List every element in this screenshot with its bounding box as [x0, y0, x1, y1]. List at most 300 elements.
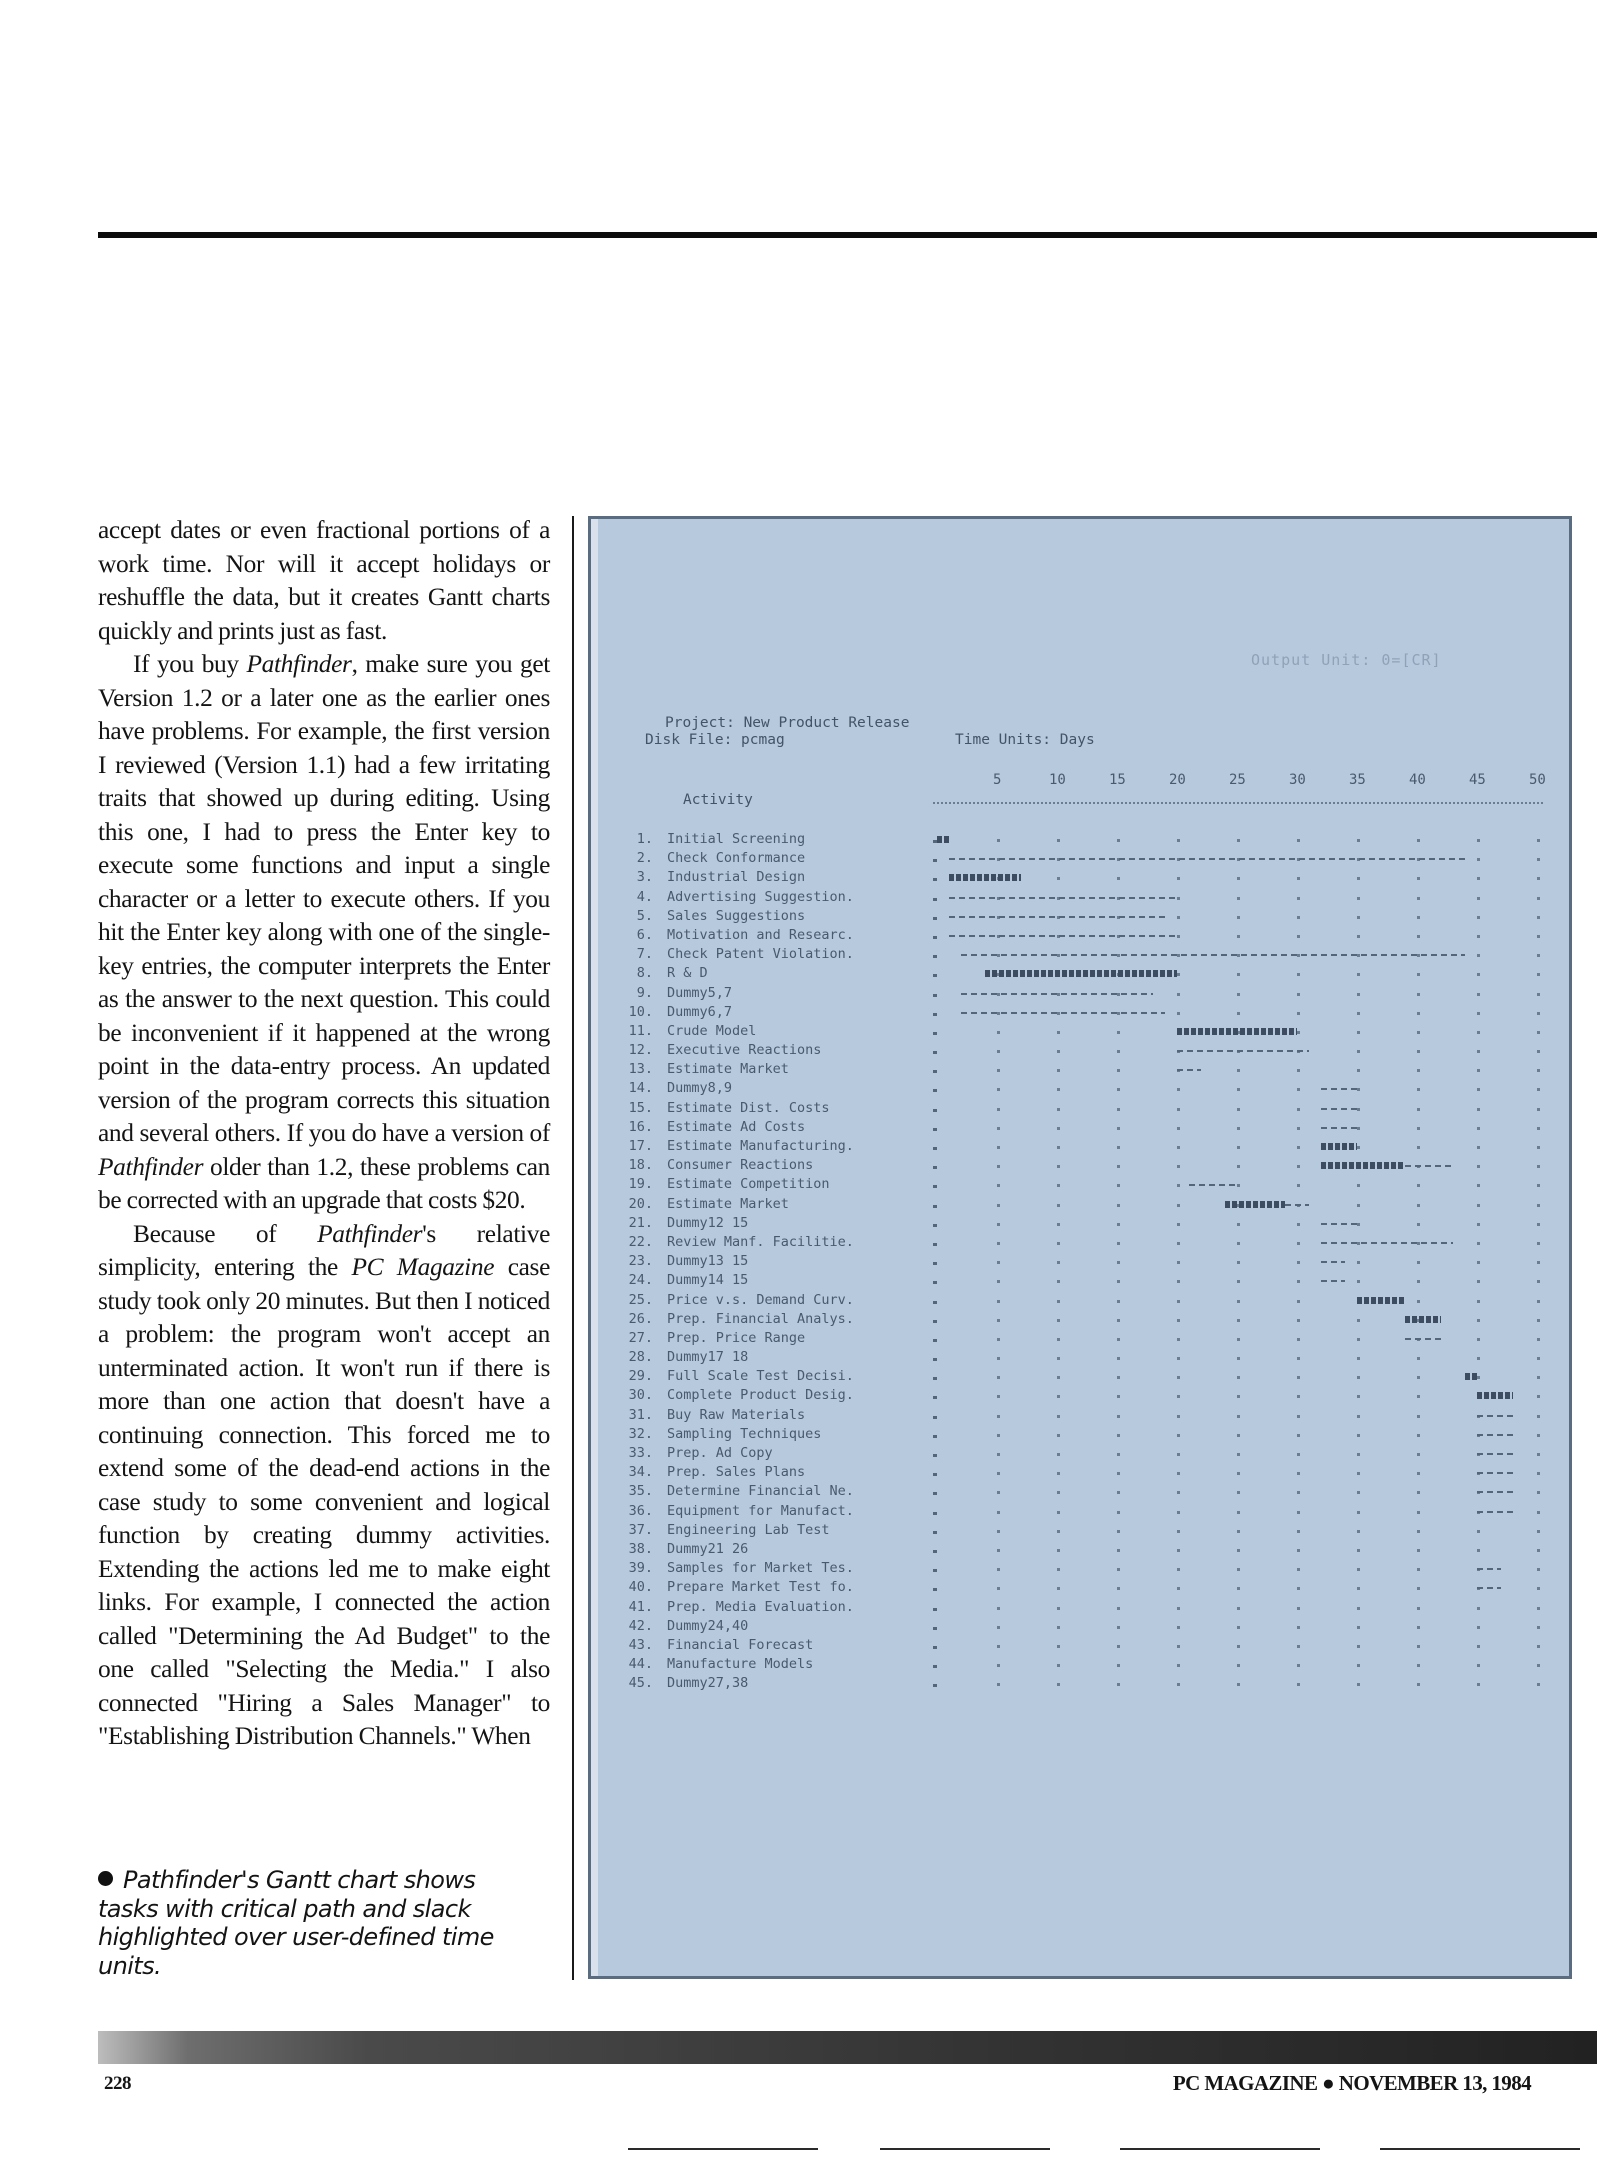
activity-number: 36.	[628, 1502, 653, 1519]
grid-dot	[1357, 1184, 1360, 1187]
grid-dot	[997, 1645, 1000, 1648]
figure-caption	[98, 1866, 538, 1980]
grid-dot	[1297, 1127, 1300, 1130]
grid-dot	[1297, 1472, 1300, 1475]
grid-dot	[997, 1530, 1000, 1533]
grid-dot	[1537, 1050, 1540, 1053]
critical-path-bar	[1321, 1143, 1357, 1150]
grid-dot	[1237, 1549, 1240, 1552]
activity-number: 18.	[628, 1157, 653, 1174]
grid-dot	[997, 1434, 1000, 1437]
critical-path-bar	[985, 970, 1177, 977]
activity-number: 33.	[628, 1445, 653, 1461]
slack-bar	[1477, 1587, 1501, 1589]
slack-bar	[1285, 1204, 1309, 1206]
grid-dot	[1177, 1223, 1180, 1226]
grid-dot	[1297, 1645, 1300, 1648]
grid-dot	[1297, 839, 1300, 842]
grid-dot	[1417, 877, 1420, 880]
grid-dot	[1537, 1012, 1540, 1015]
grid-dot	[1357, 1395, 1360, 1398]
grid-dot	[1057, 1261, 1060, 1264]
grid-dot	[997, 1088, 1000, 1091]
grid-dot	[997, 1127, 1000, 1130]
activity-leader-dot	[933, 1550, 937, 1553]
grid-dot	[1537, 935, 1540, 938]
grid-dot	[1357, 1568, 1360, 1571]
scale-dot-line	[933, 802, 1543, 804]
grid-dot	[1357, 1146, 1360, 1149]
activity-leader-dot	[933, 994, 937, 997]
activity-leader-dot	[933, 1224, 937, 1227]
grid-dot	[1297, 1223, 1300, 1226]
grid-dot	[997, 1376, 1000, 1379]
activity-leader-dot	[933, 1646, 937, 1649]
activity-name: Motivation and Researc.	[667, 926, 854, 943]
activity-leader-dot	[933, 1281, 937, 1284]
activity-leader-dot	[933, 1301, 937, 1304]
grid-dot	[997, 1069, 1000, 1072]
grid-dot	[1297, 877, 1300, 880]
grid-dot	[997, 1491, 1000, 1494]
grid-dot	[1357, 1223, 1360, 1226]
grid-dot	[1177, 1549, 1180, 1552]
activity-leader-dot	[933, 1492, 937, 1495]
slack-bar	[1177, 1050, 1309, 1052]
top-rule	[98, 232, 1597, 238]
grid-dot	[1537, 1165, 1540, 1168]
grid-dot	[1297, 1184, 1300, 1187]
critical-path-bar	[1477, 1392, 1513, 1399]
grid-dot	[1177, 1645, 1180, 1648]
grid-dot	[1537, 1645, 1540, 1648]
grid-dot	[1117, 1204, 1120, 1207]
grid-dot	[1537, 858, 1540, 861]
grid-dot	[997, 1511, 1000, 1514]
activity-row	[591, 1540, 1569, 1559]
grid-dot	[1057, 1530, 1060, 1533]
grid-dot	[1357, 1050, 1360, 1053]
activity-name: Dummy6,7	[667, 1003, 733, 1020]
grid-dot	[997, 1280, 1000, 1283]
activity-leader-dot	[933, 1032, 937, 1035]
grid-dot	[1057, 1204, 1060, 1207]
grid-dot	[1357, 877, 1360, 880]
activity-name: Prep. Ad Copy	[667, 1445, 773, 1461]
scan-artifact	[628, 2148, 818, 2150]
activity-row	[591, 1060, 1569, 1079]
grid-dot	[1237, 1683, 1240, 1686]
activity-name: Crude Model	[667, 1022, 757, 1039]
slack-bar	[961, 1012, 1165, 1014]
activity-number: 16.	[628, 1118, 653, 1135]
slack-bar	[1405, 1165, 1453, 1167]
grid-dot	[1297, 1242, 1300, 1245]
slack-bar	[1177, 1069, 1201, 1071]
grid-dot	[1177, 1395, 1180, 1398]
grid-dot	[1117, 1434, 1120, 1437]
grid-dot	[1177, 877, 1180, 880]
grid-dot	[1477, 1376, 1480, 1379]
time-scale	[971, 772, 1551, 794]
grid-dot	[1117, 1165, 1120, 1168]
grid-dot	[1417, 1626, 1420, 1629]
grid-dot	[1477, 954, 1480, 957]
column-rule	[572, 516, 574, 1980]
scale-tick: 45	[1469, 772, 1486, 788]
grid-dot	[1237, 1587, 1240, 1590]
grid-dot	[1117, 1472, 1120, 1475]
grid-dot	[1417, 1031, 1420, 1034]
slack-bar	[1321, 1088, 1357, 1090]
activity-number: 14.	[628, 1080, 653, 1097]
grid-dot	[997, 839, 1000, 842]
grid-dot	[1417, 1587, 1420, 1590]
grid-dot	[1537, 1376, 1540, 1379]
grid-dot	[1537, 1300, 1540, 1303]
scale-tick: 50	[1529, 772, 1546, 788]
grid-dot	[1357, 1491, 1360, 1494]
slack-bar	[1477, 1453, 1513, 1455]
grid-dot	[1417, 1415, 1420, 1418]
grid-dot	[1357, 1319, 1360, 1322]
activity-number: 7.	[636, 946, 653, 963]
grid-dot	[1477, 877, 1480, 880]
activity-number: 3.	[636, 869, 653, 886]
activity-leader-dot	[933, 1147, 937, 1150]
grid-dot	[1477, 1146, 1480, 1149]
grid-dot	[1417, 1300, 1420, 1303]
grid-dot	[1477, 1626, 1480, 1629]
grid-dot	[1057, 1376, 1060, 1379]
grid-dot	[1177, 1280, 1180, 1283]
grid-dot	[1417, 1664, 1420, 1667]
grid-dot	[1417, 1645, 1420, 1648]
grid-dot	[1357, 1607, 1360, 1610]
grid-dot	[1237, 973, 1240, 976]
grid-dot	[1117, 1261, 1120, 1264]
grid-dot	[1537, 1472, 1540, 1475]
scan-artifact	[1120, 2148, 1320, 2150]
grid-dot	[1117, 1530, 1120, 1533]
grid-dot	[1417, 1395, 1420, 1398]
activity-number: 40.	[628, 1579, 653, 1596]
grid-dot	[1117, 1184, 1120, 1187]
activity-number: 34.	[628, 1464, 653, 1481]
grid-dot	[1357, 935, 1360, 938]
grid-dot	[1537, 1127, 1540, 1130]
activity-leader-dot	[933, 1320, 937, 1323]
grid-dot	[1237, 1338, 1240, 1341]
activity-row	[591, 1425, 1569, 1444]
grid-dot	[1417, 1012, 1420, 1015]
grid-dot	[1057, 1280, 1060, 1283]
grid-dot	[1357, 1626, 1360, 1629]
slack-bar	[949, 897, 1177, 899]
grid-dot	[1297, 1012, 1300, 1015]
activity-row	[591, 1367, 1569, 1386]
grid-dot	[1357, 1549, 1360, 1552]
activity-name: Advertising Suggestion.	[667, 888, 854, 905]
grid-dot	[1297, 1395, 1300, 1398]
grid-dot	[1057, 1357, 1060, 1360]
grid-dot	[1297, 1146, 1300, 1149]
grid-dot	[1417, 916, 1420, 919]
grid-dot	[997, 1568, 1000, 1571]
grid-dot	[1417, 1261, 1420, 1264]
activity-name: Estimate Competition	[667, 1176, 830, 1193]
grid-dot	[1477, 1050, 1480, 1053]
activity-leader-dot	[933, 1358, 937, 1361]
grid-dot	[1057, 1511, 1060, 1514]
grid-dot	[1177, 973, 1180, 976]
grid-dot	[997, 1223, 1000, 1226]
grid-dot	[1357, 839, 1360, 842]
slack-bar	[1321, 1261, 1345, 1263]
grid-dot	[1477, 935, 1480, 938]
grid-dot	[997, 1664, 1000, 1667]
grid-dot	[1057, 1568, 1060, 1571]
grid-dot	[1357, 1530, 1360, 1533]
grid-dot	[1417, 1280, 1420, 1283]
activity-leader-dot	[933, 1608, 937, 1611]
activity-number: 42.	[628, 1617, 653, 1634]
grid-dot	[1537, 1568, 1540, 1571]
grid-dot	[1237, 1184, 1240, 1187]
grid-dot	[1477, 1127, 1480, 1130]
activity-name: Estimate Manufacturing.	[667, 1138, 854, 1154]
activity-number: 2.	[636, 850, 653, 867]
grid-dot	[1117, 1645, 1120, 1648]
activity-row	[591, 1348, 1569, 1367]
grid-dot	[1117, 1683, 1120, 1686]
paragraph-1: accept dates or even fractional portions of a work time. Nor will it accept holidays or reshuffle the data, but it creates Gantt charts quickly and prints just as fast.	[98, 516, 550, 645]
activity-row	[591, 1559, 1569, 1578]
grid-dot	[1477, 1184, 1480, 1187]
activity-leader-dot	[933, 1205, 937, 1208]
activity-name: Review Manf. Facilitie.	[667, 1233, 854, 1250]
grid-dot	[1297, 1280, 1300, 1283]
grid-dot	[1417, 1069, 1420, 1072]
grid-dot	[1297, 935, 1300, 938]
activity-name: Financial Forecast	[667, 1636, 814, 1653]
grid-dot	[997, 1204, 1000, 1207]
grid-dot	[997, 1050, 1000, 1053]
grid-dot	[1177, 1357, 1180, 1360]
grid-dot	[1117, 1050, 1120, 1053]
grid-dot	[1057, 1069, 1060, 1072]
activity-row	[591, 1329, 1569, 1348]
grid-dot	[1117, 1376, 1120, 1379]
grid-dot	[1057, 1165, 1060, 1168]
grid-dot	[997, 1683, 1000, 1686]
grid-dot	[1357, 1434, 1360, 1437]
activity-name: Dummy5,7	[667, 984, 733, 1001]
activity-leader-dot	[933, 1051, 937, 1054]
grid-dot	[1417, 839, 1420, 842]
activity-leader-dot	[933, 1473, 937, 1476]
activity-number: 35.	[628, 1483, 653, 1500]
activity-name: Manufacture Models	[667, 1656, 814, 1673]
grid-dot	[1297, 1626, 1300, 1629]
scale-tick: 40	[1409, 772, 1426, 788]
activity-row	[591, 1156, 1569, 1175]
activity-name: Initial Screening	[667, 831, 806, 847]
grid-dot	[1177, 1300, 1180, 1303]
grid-dot	[1357, 1108, 1360, 1111]
grid-dot	[1177, 1664, 1180, 1667]
activity-number: 1.	[636, 831, 653, 847]
activity-number: 22.	[628, 1233, 653, 1250]
grid-dot	[1477, 1664, 1480, 1667]
disk-file-line: Disk File: pcmag	[645, 732, 785, 748]
grid-dot	[1237, 1108, 1240, 1111]
terminal-screen	[591, 519, 1569, 1976]
grid-dot	[1117, 1607, 1120, 1610]
grid-dot	[1297, 1683, 1300, 1686]
grid-dot	[1057, 1683, 1060, 1686]
grid-dot	[1357, 1012, 1360, 1015]
grid-dot	[1177, 1146, 1180, 1149]
grid-dot	[1297, 1069, 1300, 1072]
grid-dot	[1057, 1453, 1060, 1456]
grid-dot	[1537, 1223, 1540, 1226]
grid-dot	[1237, 1261, 1240, 1264]
grid-dot	[1357, 1088, 1360, 1091]
activity-leader-dot	[933, 1569, 937, 1572]
activity-leader-dot	[933, 1185, 937, 1188]
grid-dot	[997, 1165, 1000, 1168]
grid-dot	[1357, 1683, 1360, 1686]
grid-dot	[997, 1319, 1000, 1322]
activity-list	[591, 830, 1569, 1693]
grid-dot	[1177, 1204, 1180, 1207]
grid-dot	[1297, 993, 1300, 996]
activity-leader-dot	[933, 917, 937, 920]
grid-dot	[1057, 1300, 1060, 1303]
grid-dot	[1177, 1434, 1180, 1437]
activity-row	[591, 1137, 1569, 1156]
grid-dot	[1297, 1568, 1300, 1571]
grid-dot	[1237, 1664, 1240, 1667]
grid-dot	[1477, 1069, 1480, 1072]
grid-dot	[1477, 1242, 1480, 1245]
grid-dot	[1537, 1664, 1540, 1667]
grid-dot	[1477, 1357, 1480, 1360]
slack-bar	[1321, 1108, 1357, 1110]
grid-dot	[1537, 916, 1540, 919]
grid-dot	[1057, 1031, 1060, 1034]
issue-line: PC MAGAZINE ● NOVEMBER 13, 1984	[1172, 2071, 1531, 2095]
grid-dot	[1477, 1261, 1480, 1264]
activity-leader-dot	[933, 878, 937, 881]
activity-name: Prep. Sales Plans	[667, 1464, 806, 1481]
activity-name: Check Patent Violation.	[667, 946, 854, 963]
grid-dot	[1537, 1453, 1540, 1456]
activity-name: Prep. Media Evaluation.	[667, 1598, 854, 1615]
grid-dot	[1417, 993, 1420, 996]
grid-dot	[1117, 1127, 1120, 1130]
grid-dot	[1237, 1434, 1240, 1437]
grid-dot	[1417, 1511, 1420, 1514]
time-units-line: Time Units: Days	[955, 732, 1095, 748]
grid-dot	[1537, 1184, 1540, 1187]
grid-dot	[1057, 1127, 1060, 1130]
grid-dot	[1057, 839, 1060, 842]
grid-dot	[1117, 1549, 1120, 1552]
activity-name: Sampling Techniques	[667, 1425, 822, 1442]
grid-dot	[1417, 1127, 1420, 1130]
scale-tick: 20	[1169, 772, 1186, 788]
grid-dot	[1417, 1088, 1420, 1091]
activity-leader-dot	[933, 1454, 937, 1457]
grid-dot	[1477, 916, 1480, 919]
grid-dot	[1477, 1683, 1480, 1686]
grid-dot	[1477, 1108, 1480, 1111]
grid-dot	[1537, 1357, 1540, 1360]
activity-row	[591, 849, 1569, 868]
grid-dot	[1357, 1069, 1360, 1072]
grid-dot	[1417, 1434, 1420, 1437]
footer-band	[98, 2031, 1597, 2064]
grid-dot	[1237, 1300, 1240, 1303]
grid-dot	[1237, 877, 1240, 880]
activity-leader-dot	[933, 1531, 937, 1534]
grid-dot	[1237, 1357, 1240, 1360]
activity-row	[591, 888, 1569, 907]
grid-dot	[997, 1453, 1000, 1456]
grid-dot	[1417, 1204, 1420, 1207]
grid-dot	[1537, 1434, 1540, 1437]
output-status: Output Unit: 0=[CR]	[1251, 651, 1442, 669]
grid-dot	[1357, 1587, 1360, 1590]
slack-bar	[1477, 1568, 1501, 1570]
slack-bar	[1477, 1472, 1513, 1474]
activity-number: 10.	[628, 1003, 653, 1020]
activity-row	[591, 1655, 1569, 1674]
grid-dot	[1057, 1088, 1060, 1091]
grid-dot	[1477, 1204, 1480, 1207]
grid-dot	[1297, 1300, 1300, 1303]
activity-number: 24.	[628, 1272, 653, 1289]
activity-name: Dummy14 15	[667, 1272, 749, 1289]
critical-path-bar	[949, 874, 1021, 881]
slack-bar	[1321, 1242, 1453, 1244]
grid-dot	[1417, 1050, 1420, 1053]
grid-dot	[997, 1146, 1000, 1149]
grid-dot	[1297, 1607, 1300, 1610]
grid-dot	[997, 1607, 1000, 1610]
grid-dot	[1057, 1338, 1060, 1341]
grid-dot	[1117, 1069, 1120, 1072]
activity-name: Sales Suggestions	[667, 907, 806, 924]
grid-dot	[1297, 1088, 1300, 1091]
grid-dot	[1537, 973, 1540, 976]
grid-dot	[1117, 877, 1120, 880]
activity-leader-dot	[933, 1166, 937, 1169]
activity-name: Determine Financial Ne.	[667, 1483, 854, 1500]
slack-bar	[1405, 1338, 1441, 1340]
grid-dot	[1537, 1511, 1540, 1514]
grid-dot	[1117, 1108, 1120, 1111]
grid-dot	[1117, 1415, 1120, 1418]
grid-dot	[1417, 1453, 1420, 1456]
grid-dot	[1477, 839, 1480, 842]
grid-dot	[1537, 1607, 1540, 1610]
critical-path-bar	[1465, 1373, 1477, 1380]
activity-leader-dot	[933, 974, 937, 977]
grid-dot	[1057, 877, 1060, 880]
